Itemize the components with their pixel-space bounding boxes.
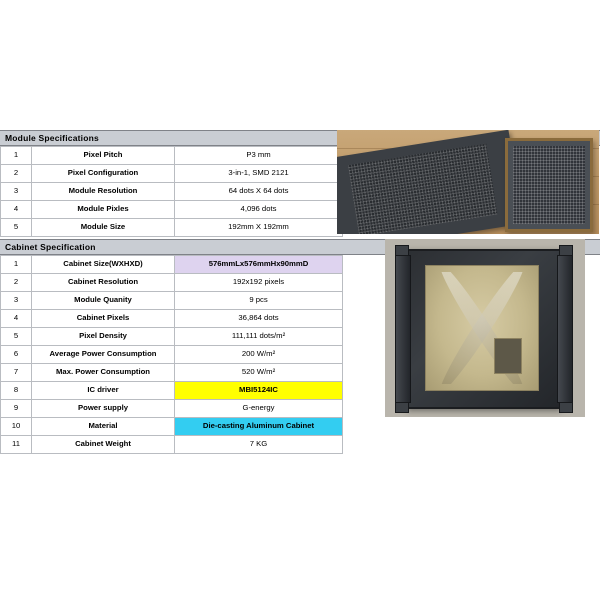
led-dot-matrix	[513, 146, 585, 224]
row-number: 7	[1, 364, 32, 382]
table-row	[1, 328, 343, 346]
led-module-photo	[337, 130, 599, 234]
row-value: 4,096 dots	[175, 201, 343, 219]
row-number: 1	[1, 147, 32, 165]
module-specifications-block	[0, 130, 600, 237]
row-number: 4	[1, 310, 32, 328]
row-value: 576mmLx576mmHx90mmD	[175, 256, 343, 274]
table-row	[1, 310, 343, 328]
row-number: 1	[1, 256, 32, 274]
table-row	[1, 165, 343, 183]
table-row	[1, 436, 343, 454]
row-value: 520 W/m²	[175, 364, 343, 382]
row-label: Power supply	[32, 400, 175, 418]
led-dot-matrix	[348, 143, 498, 234]
row-label: Cabinet Size(WXHXD)	[32, 256, 175, 274]
row-label: Material	[32, 418, 175, 436]
row-number: 8	[1, 382, 32, 400]
row-label: IC driver	[32, 382, 175, 400]
row-number: 11	[1, 436, 32, 454]
row-number: 5	[1, 219, 32, 237]
row-number: 9	[1, 400, 32, 418]
row-value: G-energy	[175, 400, 343, 418]
module-image-container	[335, 130, 600, 234]
row-label: Average Power Consumption	[32, 346, 175, 364]
row-label: Module Size	[32, 219, 175, 237]
row-value: MBI5124IC	[175, 382, 343, 400]
row-value: 7 KG	[175, 436, 343, 454]
row-label: Cabinet Resolution	[32, 274, 175, 292]
row-number: 6	[1, 346, 32, 364]
row-value: Die-casting Aluminum Cabinet	[175, 418, 343, 436]
cabinet-section-header: Cabinet Specification	[0, 239, 600, 255]
cabinet-access-window	[494, 338, 522, 374]
row-number: 2	[1, 274, 32, 292]
cabinet-specification-block	[0, 239, 600, 454]
cabinet-left-flange	[395, 255, 411, 403]
row-label: Module Resolution	[32, 183, 175, 201]
row-number: 2	[1, 165, 32, 183]
row-number: 3	[1, 183, 32, 201]
led-cabinet-photo	[385, 239, 585, 417]
table-row	[1, 400, 343, 418]
spec-sheet	[0, 130, 600, 454]
row-number: 10	[1, 418, 32, 436]
cabinet-image-container	[335, 239, 600, 417]
table-row	[1, 346, 343, 364]
row-label: Module Pixles	[32, 201, 175, 219]
row-value: 36,864 dots	[175, 310, 343, 328]
led-module-second-panel	[505, 138, 593, 232]
module-spec-table	[0, 146, 343, 237]
table-row	[1, 418, 343, 436]
row-number: 5	[1, 328, 32, 346]
table-row	[1, 256, 343, 274]
row-label: Pixel Pitch	[32, 147, 175, 165]
table-row	[1, 364, 343, 382]
row-number: 4	[1, 201, 32, 219]
cabinet-spec-table	[0, 255, 343, 454]
row-label: Cabinet Weight	[32, 436, 175, 454]
module-section-header: Module Specifications	[0, 130, 600, 146]
table-row	[1, 147, 343, 165]
row-label: Max. Power Consumption	[32, 364, 175, 382]
table-row	[1, 201, 343, 219]
row-label: Cabinet Pixels	[32, 310, 175, 328]
row-value: 192x192 pixels	[175, 274, 343, 292]
cabinet-rear-plate	[425, 265, 539, 391]
table-row	[1, 292, 343, 310]
led-module-front-panel	[337, 130, 523, 234]
row-value: 192mm X 192mm	[175, 219, 343, 237]
cabinet-right-flange	[557, 255, 573, 403]
table-row	[1, 219, 343, 237]
row-value: 9 pcs	[175, 292, 343, 310]
row-number: 3	[1, 292, 32, 310]
table-row	[1, 183, 343, 201]
row-label: Module Quanity	[32, 292, 175, 310]
row-value: 111,111 dots/m²	[175, 328, 343, 346]
row-label: Pixel Configuration	[32, 165, 175, 183]
table-row	[1, 382, 343, 400]
row-value: P3 mm	[175, 147, 343, 165]
row-value: 200 W/m²	[175, 346, 343, 364]
table-row	[1, 274, 343, 292]
row-label: Pixel Density	[32, 328, 175, 346]
row-value: 64 dots X 64 dots	[175, 183, 343, 201]
row-value: 3-in-1, SMD 2121	[175, 165, 343, 183]
cabinet-body	[407, 249, 561, 409]
